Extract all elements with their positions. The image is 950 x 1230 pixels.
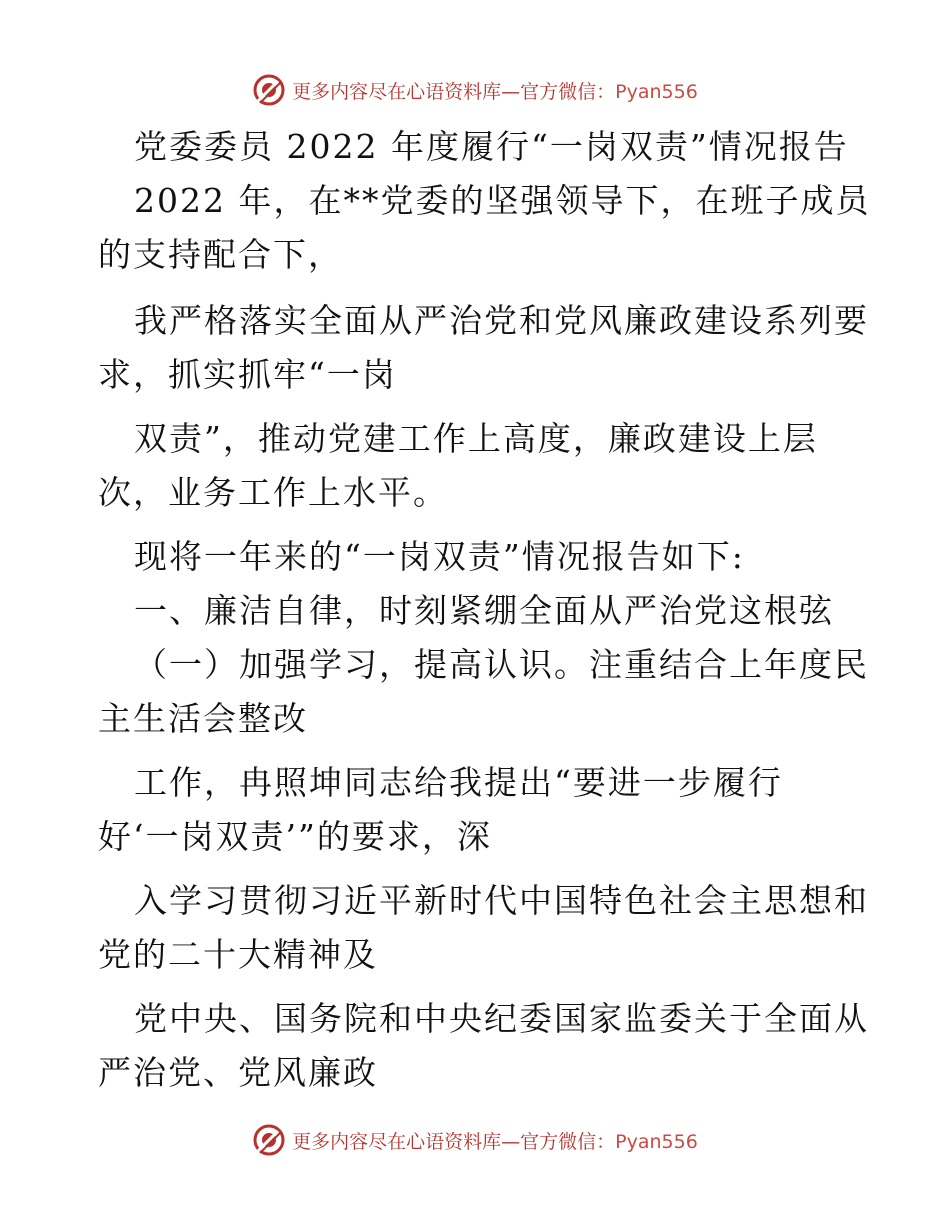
paragraph-line: 党中央、国务院和中央纪委国家监委关于全面从 xyxy=(134,999,869,1038)
paragraph-line: 现将一年来的“一岗双责”情况报告如下: xyxy=(134,537,745,576)
paragraph-line: 次，业务工作上水平。 xyxy=(98,473,448,512)
paragraph-line: 工作，冉照坤同志给我提出“要进一步履行 xyxy=(134,763,783,802)
paragraph-line: 我严格落实全面从严治党和党风廉政建设系列要 xyxy=(134,301,869,340)
watermark-text: 更多内容尽在心语资料库—官方微信：Pyan556 xyxy=(292,80,698,103)
paragraph-line: 2022 年，在**党委的坚强领导下，在班子成员 xyxy=(134,181,871,220)
paragraph-line: 好‘一岗双责’”的要求，深 xyxy=(98,817,492,856)
document-title: 党委委员 2022 年度履行“一岗双责”情况报告 xyxy=(134,127,849,166)
header-watermark xyxy=(0,72,950,108)
seal-logo-icon xyxy=(252,1123,286,1157)
paragraph-line: 的支持配合下， xyxy=(98,235,343,274)
paragraph-line: 严治党、党风廉政 xyxy=(98,1053,378,1092)
paragraph-line: 主生活会整改 xyxy=(98,699,308,738)
footer-watermark xyxy=(0,1122,950,1158)
section-heading: 一、廉洁自律，时刻紧绷全面从严治党这根弦 xyxy=(134,591,834,630)
watermark-text: 更多内容尽在心语资料库—官方微信：Pyan556 xyxy=(292,1130,698,1153)
subsection-heading: （一）加强学习，提高认识。注重结合上年度民 xyxy=(134,645,869,684)
paragraph-line: 党的二十大精神及 xyxy=(98,935,378,974)
seal-logo-icon xyxy=(252,73,286,107)
paragraph-line: 求，抓实抓牢“一岗 xyxy=(98,355,397,394)
paragraph-line: 双责”，推动党建工作上高度，廉政建设上层 xyxy=(134,419,818,458)
paragraph-line: 入学习贯彻习近平新时代中国特色社会主思想和 xyxy=(134,881,869,920)
